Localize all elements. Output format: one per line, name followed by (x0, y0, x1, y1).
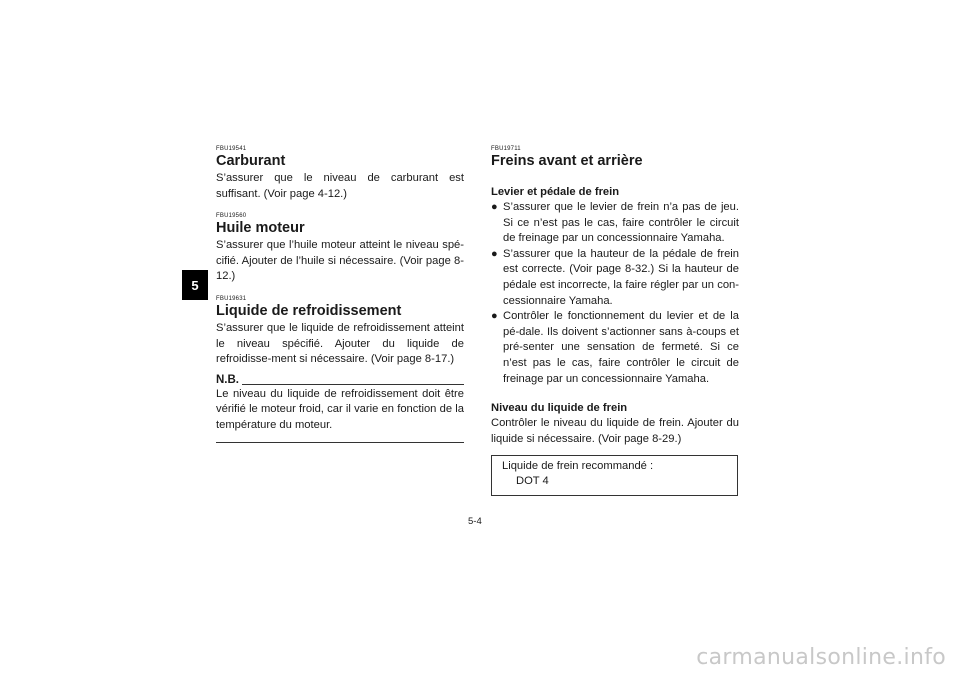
right-column (491, 146, 739, 496)
list-item-text: S’assurer que la hauteur de la pédale de frein est correcte. (Voir page 8-32.) Si la hauteur de pédale est incorrecte, la faire régler par un con-cessionnaire Yamaha. (503, 247, 739, 307)
note-end-rule (216, 442, 464, 443)
section-heading: Liquide de refroidissement (216, 302, 402, 319)
section-heading: Huile moteur (216, 220, 305, 237)
left-column (216, 146, 464, 443)
section-heading: Freins avant et arrière (491, 153, 643, 169)
section-code: FBU19711 (491, 146, 521, 152)
list-item-text: Contrôler le fonctionnement du levier et de la pé-dale. Ils doivent s’actionner sans à-coups et pré-senter une sensation de fermeté. Si ce n’est pas le cas, faire contrôler le circuit de freinage par un concessionnaire Yamaha. (503, 310, 739, 385)
bullet-icon: ● (491, 201, 498, 213)
section-code: FBU19541 (216, 146, 247, 152)
bullet-icon: ● (491, 247, 498, 260)
spec-box (491, 455, 738, 496)
subheading-lever-pedal: Levier et pédale de frein (491, 186, 620, 198)
section-engine-oil (216, 213, 464, 285)
section-fuel (216, 146, 464, 202)
section-text: S’assurer que le liquide de refroidissement atteint le niveau spécifié. Ajouter du liquide de refroidisse-ment si nécessaire. (Voir page 8-17.) (216, 321, 464, 366)
note-text: Le niveau du liquide de refroidissement doit être vérifié le moteur froid, car il varie en fonction de la température du moteur. (216, 387, 464, 431)
section-text: S’assurer que l’huile moteur atteint le niveau spé-cifié. Ajouter de l’huile si nécessaire. (Voir page 8-12.) (216, 239, 464, 283)
list-item (491, 200, 739, 247)
note-rule (242, 384, 464, 385)
spec-value: DOT 4 (516, 475, 549, 488)
section-code: FBU19560 (216, 213, 247, 220)
note-header (216, 374, 464, 387)
list-item-text: S’assurer que le levier de frein n’a pas de jeu. Si ce n’est pas le cas, faire contrôler le circuit de freinage par un concessionnaire Yamaha. (503, 201, 739, 245)
section-heading: Carburant (216, 153, 286, 169)
section-code: FBU19631 (216, 295, 247, 302)
spec-label: Liquide de frein recommandé : (502, 460, 654, 473)
chapter-tab: 5 (182, 270, 208, 300)
fluid-level-text: Contrôler le niveau du liquide de frein. Ajouter du liquide si nécessaire. (Voir page 8-29.) (491, 417, 739, 445)
list-item (491, 247, 739, 309)
subheading-fluid-level: Niveau du liquide de frein (491, 402, 628, 415)
watermark: carmanualsonline.info (696, 645, 946, 670)
bullet-list (491, 200, 739, 387)
list-item (491, 309, 739, 387)
section-text: S’assurer que le niveau de carburant est suffisant. (Voir page 4-12.) (216, 172, 464, 200)
section-coolant (216, 296, 464, 368)
bullet-icon: ● (491, 310, 498, 323)
page-number: 5-4 (468, 516, 482, 527)
note-label: N.B. (216, 373, 239, 386)
